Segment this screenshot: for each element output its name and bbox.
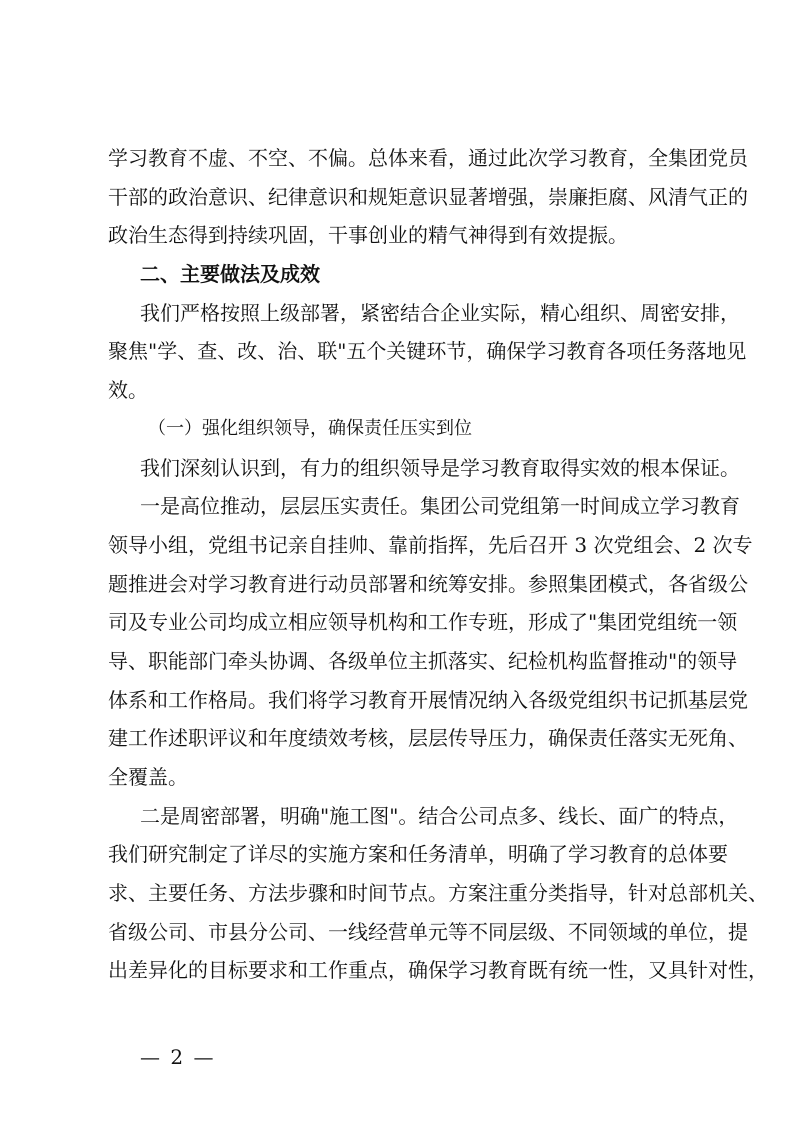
text-line: 题推进会对学习教育进行动员部署和统筹安排。参照集团模式，各省级公 [108,571,748,596]
text-line: （一）强化组织领导，确保责任压实到位 [148,417,472,439]
text-line: 我们深刻认识到，有力的组织领导是学习教育取得实效的根本保证。 [140,455,740,480]
text-line: 司及专业公司均成立相应领导机构和工作专班，形成了"集团党组统一领 [108,610,738,635]
text-line: 领导小组，党组书记亲自挂帅、靠前指挥，先后召开 3 次党组会、2 次专 [108,532,753,557]
paragraph [108,139,748,255]
text-line: 学习教育不虚、不空、不偏。总体来看，通过此次学习教育，全集团党员 [108,146,748,170]
text-line: 二、主要做法及成效 [140,262,320,287]
document-body [108,139,768,990]
paragraph [108,797,768,990]
text-line: 导、职能部门牵头协调、各级单位主抓落实、纪检机构监督推动"的领导 [108,648,738,673]
paragraph [108,449,740,488]
text-line: 省级公司、市县分公司、一线经营单元等不同层级、不同领域的单位，提 [108,919,748,944]
text-line: 聚焦"学、查、改、治、联"五个关键环节，确保学习教育各项任务落地见 [108,339,747,364]
page-number: — 2 — [140,1045,216,1069]
text-line: 我们严格按照上级部署，紧密结合企业实际，精心组织、周密安排， [140,300,740,325]
paragraph [108,294,747,410]
text-line: 建工作述职评议和年度绩效考核，层层传导压力，确保责任落实无死角、 [108,726,748,751]
text-line: 干部的政治意识、纪律意识和规矩意识显著增强，崇廉拒腐、风清气正的 [108,184,748,209]
text-line: 全覆盖。 [108,765,188,789]
text-line: 我们研究制定了详尽的实施方案和任务清单，明确了学习教育的总体要 [108,842,728,867]
text-line: 效。 [108,378,148,403]
text-line: 出差异化的目标要求和工作重点，确保学习教育既有统一性，又具针对性， [108,958,768,983]
subsection-heading [108,410,694,449]
text-line: 二是周密部署，明确"施工图"。结合公司点多、线长、面广的特点， [140,803,739,828]
section-heading [108,255,694,294]
text-line: 一是高位推动，层层压实责任。集团公司党组第一时间成立学习教育 [140,494,740,519]
paragraph [108,487,753,797]
text-line: 政治生态得到持续巩固，干事创业的精气神得到有效提振。 [108,223,628,248]
text-line: 体系和工作格局。我们将学习教育开展情况纳入各级党组织书记抓基层党 [108,687,748,712]
text-line: 求、主要任务、方法步骤和时间节点。方案注重分类指导，针对总部机关、 [108,881,768,906]
